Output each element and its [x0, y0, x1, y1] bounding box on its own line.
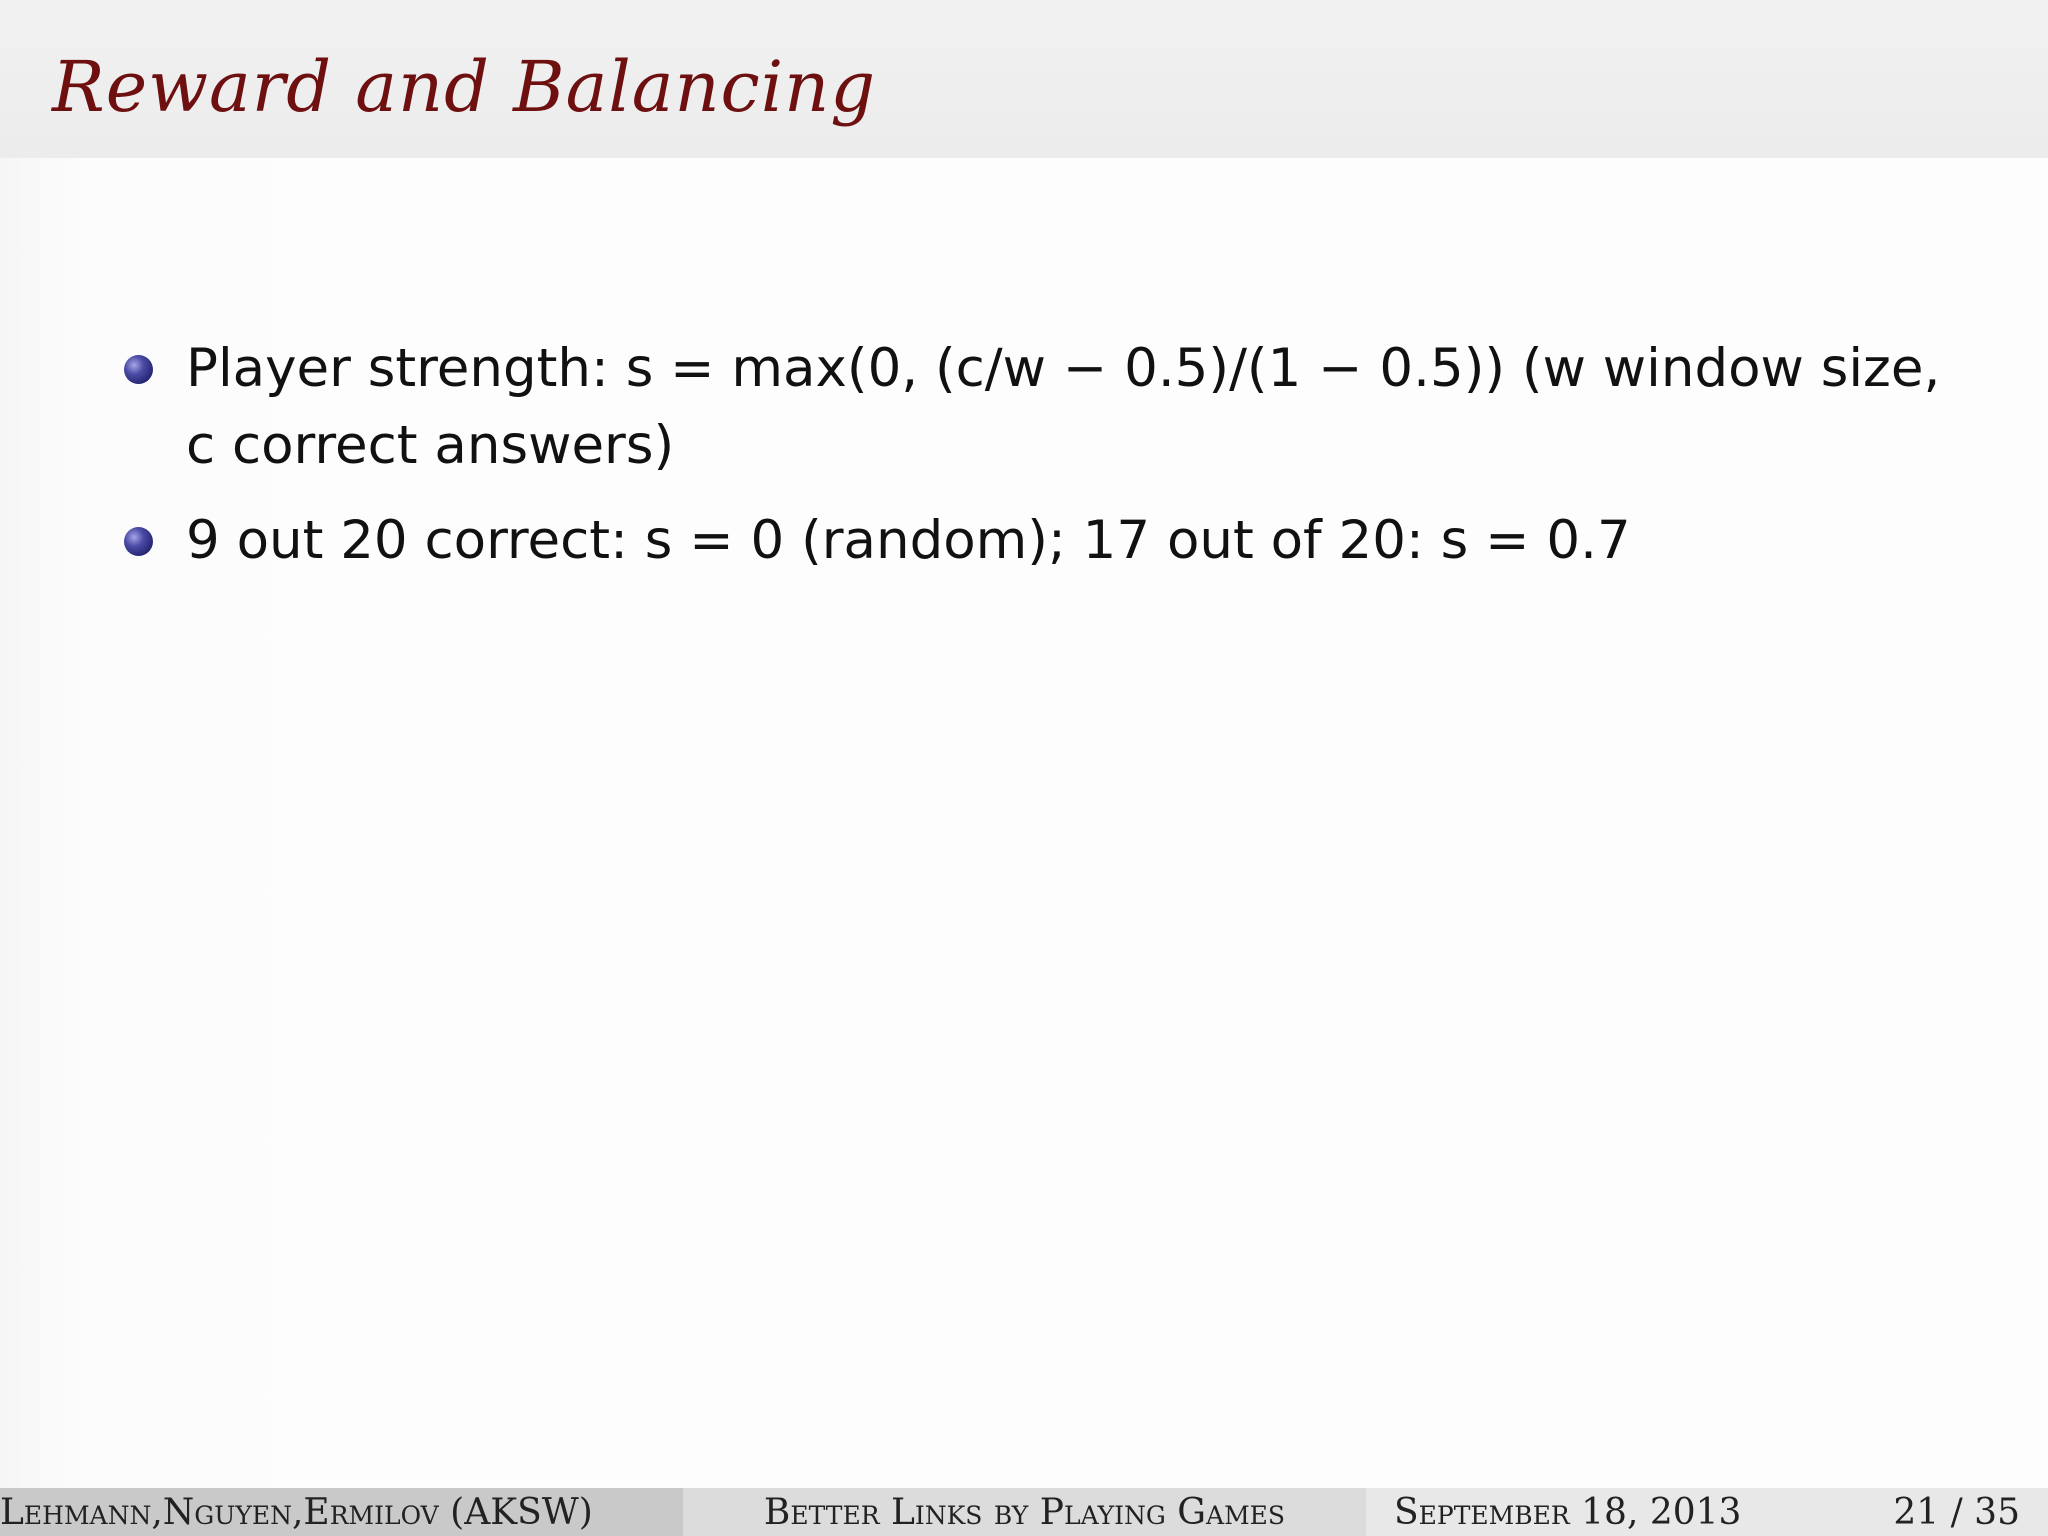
footer-date: September 18, 2013 — [1394, 1491, 1742, 1533]
bullet-text: 9 out 20 correct: s = 0 (random); 17 out of 20: s = 0.7 — [186, 510, 1631, 571]
bullet-ball-icon — [124, 527, 153, 556]
footer — [0, 1488, 2048, 1536]
slide-title: Reward and Balancing — [52, 46, 877, 128]
frame-title-bar — [0, 0, 2048, 158]
footer-page-number: 21 / 35 — [1893, 1491, 2020, 1533]
footer-talk-title-text: Better Links by Playing Games — [763, 1491, 1286, 1533]
slide-content — [0, 158, 2048, 1488]
bullet-player-strength — [124, 330, 1954, 484]
bullet-text: Player strength: s = max(0, (c/w − 0.5)/(1 − 0.5)) (w window size, c correct answers) — [186, 338, 1941, 476]
bullet-example — [124, 502, 1954, 579]
footer-authors-text: Lehmann,Nguyen,Ermilov (AKSW) — [0, 1491, 593, 1533]
footer-talk-title — [683, 1488, 1366, 1536]
footer-date-page — [1366, 1488, 2048, 1536]
bullet-ball-icon — [124, 355, 153, 384]
footer-authors — [0, 1488, 683, 1536]
bullet-list — [124, 330, 1954, 597]
